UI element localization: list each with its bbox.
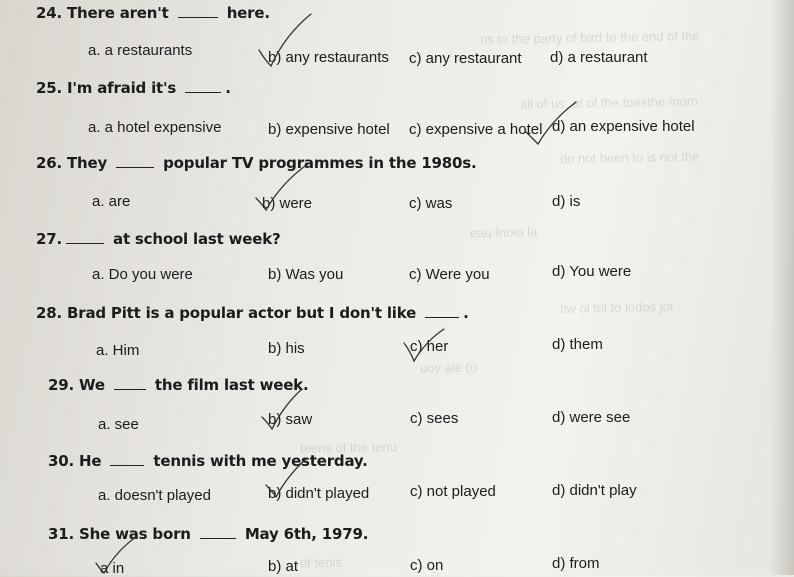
question-30	[48, 452, 368, 470]
option-30a[interactable]: a. doesn't played	[98, 487, 211, 504]
question-number: 30.	[48, 452, 74, 470]
option-24d[interactable]: d) a restaurant	[550, 49, 648, 66]
answer-blank[interactable]	[185, 80, 221, 93]
option-27d[interactable]: d) You were	[552, 263, 632, 280]
question-text-after: May 6th, 1979.	[244, 525, 369, 543]
question-text-after: here.	[226, 4, 270, 22]
question-text-before: There aren't	[67, 4, 169, 22]
answer-blank[interactable]	[116, 155, 154, 168]
answer-blank[interactable]	[178, 5, 218, 18]
question-25	[36, 79, 231, 97]
option-29b[interactable]: b) saw	[268, 411, 313, 428]
option-31c[interactable]: c) on	[410, 557, 444, 574]
option-28c[interactable]: c) her	[410, 338, 449, 355]
option-29d[interactable]: d) were see	[552, 409, 631, 426]
option-24a[interactable]: a. a restaurants	[88, 42, 193, 59]
option-25a[interactable]: a. a hotel expensive	[88, 119, 222, 136]
question-text-after: .	[463, 304, 469, 322]
option-27b[interactable]: b) Was you	[268, 266, 344, 283]
question-number: 29.	[48, 376, 74, 394]
question-28	[36, 304, 469, 322]
question-text-after: tennis with me yesterday.	[153, 452, 368, 470]
option-31b[interactable]: b) at	[268, 558, 299, 575]
option-31d[interactable]: d) from	[552, 555, 600, 572]
question-number: 26.	[36, 154, 62, 172]
option-29a[interactable]: a. see	[98, 416, 139, 433]
question-number: 27.	[36, 230, 62, 248]
question-text-after: the film last week.	[154, 376, 309, 394]
question-number: 28.	[36, 304, 62, 322]
question-text-before: I'm afraid it's	[67, 79, 177, 97]
answer-blank[interactable]	[200, 526, 236, 539]
question-text-after: at school last week?	[113, 230, 281, 248]
question-26	[36, 154, 477, 172]
option-26d[interactable]: d) is	[552, 193, 581, 210]
answer-blank[interactable]	[425, 305, 459, 318]
option-26b[interactable]: b) were	[262, 195, 313, 212]
option-30d[interactable]: d) didn't play	[552, 482, 637, 499]
option-25c[interactable]: c) expensive a hotel	[409, 121, 543, 138]
question-number: 31.	[48, 525, 74, 543]
option-29c[interactable]: c) sees	[410, 410, 459, 427]
option-30b[interactable]: b) didn't played	[268, 485, 370, 502]
question-24	[36, 4, 270, 22]
option-28d[interactable]: d) them	[552, 336, 603, 353]
question-text-after: popular TV programmes in the 1980s.	[163, 154, 477, 172]
question-29	[48, 376, 308, 394]
option-27c[interactable]: c) Were you	[409, 266, 490, 283]
answer-blank[interactable]	[110, 453, 144, 466]
answer-blank[interactable]	[114, 377, 146, 390]
question-text-before: He	[79, 452, 102, 470]
question-number: 25.	[36, 79, 62, 97]
question-text-before: We	[79, 376, 105, 394]
option-26c[interactable]: c) was	[409, 195, 453, 212]
option-24c[interactable]: c) any restaurant	[409, 50, 522, 67]
option-27a[interactable]: a. Do you were	[92, 266, 193, 283]
question-text-after: .	[225, 79, 231, 97]
question-27	[36, 230, 280, 248]
question-31	[48, 525, 368, 543]
option-25b[interactable]: b) expensive hotel	[268, 121, 390, 138]
option-31a[interactable]: a in	[100, 560, 125, 577]
question-text-before: She was born	[79, 525, 191, 543]
option-28a[interactable]: a. Him	[96, 342, 140, 359]
question-text-before: They	[67, 154, 108, 172]
option-28b[interactable]: b) his	[268, 340, 305, 357]
question-text-before: Brad Pitt is a popular actor but I don't like	[67, 304, 417, 322]
option-26a[interactable]: a. are	[92, 193, 131, 210]
option-30c[interactable]: c) not played	[410, 483, 496, 500]
question-number: 24.	[36, 4, 62, 22]
answer-blank[interactable]	[66, 231, 104, 244]
option-24b[interactable]: b) any restaurants	[268, 49, 389, 66]
option-25d[interactable]: d) an expensive hotel	[552, 118, 695, 135]
